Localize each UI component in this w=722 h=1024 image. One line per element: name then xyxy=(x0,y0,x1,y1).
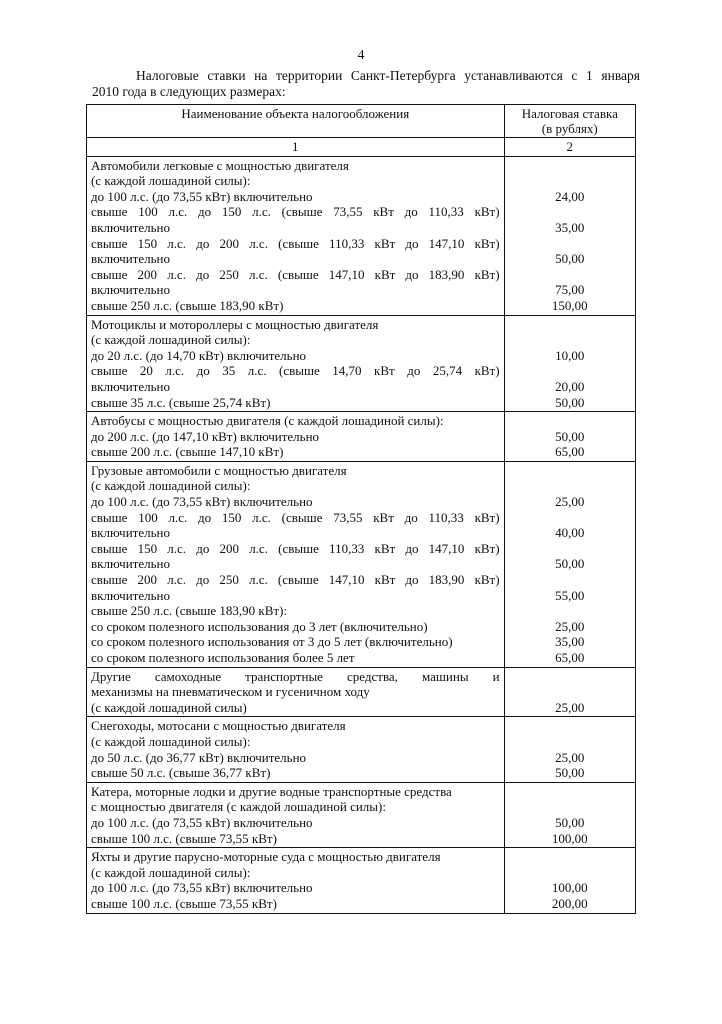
tax-rate-value: 25,00 xyxy=(555,749,585,765)
tax-object-line: Мотоциклы и мотороллеры с мощностью двигателя xyxy=(91,316,379,332)
tax-rate-value: 40,00 xyxy=(555,525,585,541)
tax-object-line: (с каждой лошадиной силы): xyxy=(91,733,251,749)
tax-rate-value: 150,00 xyxy=(551,297,588,313)
tax-object-line: Автобусы с мощностью двигателя (с каждой лошадиной силы): xyxy=(91,413,444,429)
header-tax-rate xyxy=(504,105,635,138)
tax-object-line: (с каждой лошадиной силы): xyxy=(91,173,251,189)
tax-object-line: до 200 л.с. (до 147,10 кВт) включительно xyxy=(91,428,320,444)
tax-group-rates xyxy=(504,156,635,315)
tax-rate-value: 35,00 xyxy=(555,219,585,235)
tax-rate-value xyxy=(509,463,631,479)
tax-object-line: включительно xyxy=(91,525,170,541)
tax-group-description xyxy=(87,782,505,847)
tax-rate-value: 50,00 xyxy=(555,428,585,444)
tax-object-line: свыше 20 л.с. до 35 л.с. (свыше 14,70 кВт до 25,74 кВт) xyxy=(91,363,500,379)
tax-rate-value: 65,00 xyxy=(555,650,585,665)
tax-object-line: свыше 150 л.с. до 200 л.с. (свыше 110,33 кВт до 147,10 кВт) xyxy=(91,540,500,556)
tax-object-line: механизмы на пневматическом и гусеничном ходу xyxy=(91,684,370,700)
tax-rates-table xyxy=(86,104,636,914)
tax-object-line: включительно xyxy=(91,378,170,394)
tax-group-row xyxy=(87,667,636,717)
tax-rate-value: 25,00 xyxy=(555,618,585,634)
tax-rate-value xyxy=(509,865,631,881)
column-number-2: 2 xyxy=(504,138,635,157)
tax-object-line: Яхты и другие парусно-моторные суда с мощностью двигателя xyxy=(91,849,441,865)
tax-object-line: свыше 50 л.с. (свыше 36,77 кВт) xyxy=(91,765,271,781)
tax-object-line: Другие самоходные транспортные средства, машины и xyxy=(91,668,500,684)
tax-object-line: включительно xyxy=(91,556,170,572)
tax-group-rates xyxy=(504,412,635,462)
tax-rate-value: 200,00 xyxy=(551,895,588,911)
tax-group-rates xyxy=(504,848,635,913)
tax-object-line: свыше 250 л.с. (свыше 183,90 кВт) xyxy=(91,297,284,313)
tax-rate-value: 50,00 xyxy=(555,556,585,572)
tax-object-line: Грузовые автомобили с мощностью двигателя xyxy=(91,462,347,478)
tax-object-line: со сроком полезного использования до 3 лет (включительно) xyxy=(91,618,428,634)
tax-group-row xyxy=(87,782,636,847)
tax-object-line: со сроком полезного использования более 5 лет xyxy=(91,650,355,665)
tax-rate-value: 55,00 xyxy=(555,587,585,603)
header-tax-rate-line2: (в рублях) xyxy=(541,121,598,136)
tax-rate-value xyxy=(509,799,631,815)
tax-object-line: включительно xyxy=(91,251,170,267)
tax-group-description xyxy=(87,717,505,782)
tax-rate-value xyxy=(509,718,631,734)
tax-rate-value xyxy=(509,204,631,220)
tax-object-line: свыше 200 л.с. до 250 л.с. (свыше 147,10 кВт до 183,90 кВт) xyxy=(91,572,500,588)
tax-rate-value: 20,00 xyxy=(555,378,585,394)
tax-group-description xyxy=(87,461,505,667)
tax-rate-value: 65,00 xyxy=(555,444,585,460)
tax-object-line: свыше 200 л.с. (свыше 147,10 кВт) xyxy=(91,444,284,460)
tax-group-row xyxy=(87,717,636,782)
tax-rate-value xyxy=(509,267,631,283)
tax-group-rates xyxy=(504,782,635,847)
tax-rate-value: 50,00 xyxy=(555,394,585,410)
tax-object-line: включительно xyxy=(91,587,170,603)
tax-group-rates xyxy=(504,461,635,667)
tax-rate-value xyxy=(509,669,631,685)
tax-object-line: со сроком полезного использования от 3 до 5 лет (включительно) xyxy=(91,634,453,650)
tax-object-line: включительно xyxy=(91,282,170,298)
intro-paragraph xyxy=(92,68,640,100)
page-number: 4 xyxy=(357,48,365,63)
tax-rates-body xyxy=(87,156,636,913)
tax-object-line: Автомобили легковые с мощностью двигателя xyxy=(91,157,349,173)
tax-rate-value xyxy=(509,173,631,189)
tax-object-line: (с каждой лошадиной силы): xyxy=(91,332,251,348)
tax-rate-value xyxy=(509,572,631,588)
tax-object-line: до 20 л.с. (до 14,70 кВт) включительно xyxy=(91,347,307,363)
tax-object-line: до 100 л.с. (до 73,55 кВт) включительно xyxy=(91,814,313,830)
header-row xyxy=(87,105,636,138)
tax-object-line: свыше 100 л.с. до 150 л.с. (свыше 73,55 кВт до 110,33 кВт) xyxy=(91,509,500,525)
tax-object-line: свыше 250 л.с. (свыше 183,90 кВт): xyxy=(91,603,288,619)
tax-rate-value: 10,00 xyxy=(555,347,585,363)
tax-rate-value: 25,00 xyxy=(555,494,585,510)
tax-object-line: до 100 л.с. (до 73,55 кВт) включительно xyxy=(91,494,313,510)
header-object-name: Наименование объекта налогообложения xyxy=(87,105,505,138)
tax-object-line: включительно xyxy=(91,219,170,235)
tax-object-line: свыше 35 л.с. (свыше 25,74 кВт) xyxy=(91,394,271,410)
tax-group-row xyxy=(87,412,636,462)
intro-line-2: 2010 года в следующих размерах: xyxy=(92,84,286,99)
tax-rate-value xyxy=(509,158,631,174)
tax-group-rates xyxy=(504,717,635,782)
tax-rate-value xyxy=(509,413,631,429)
tax-rate-value xyxy=(509,541,631,557)
tax-object-line: свыше 150 л.с. до 200 л.с. (свыше 110,33 кВт до 147,10 кВт) xyxy=(91,235,500,251)
tax-group-row xyxy=(87,315,636,412)
tax-group-rates xyxy=(504,667,635,717)
tax-object-line: свыше 200 л.с. до 250 л.с. (свыше 147,10 кВт до 183,90 кВт) xyxy=(91,266,500,282)
tax-object-line: свыше 100 л.с. (свыше 73,55 кВт) xyxy=(91,895,277,911)
tax-object-line: (с каждой лошадиной силы): xyxy=(91,478,251,494)
tax-group-description xyxy=(87,667,505,717)
tax-object-line: (с каждой лошадиной силы) xyxy=(91,699,247,715)
tax-rate-value xyxy=(509,849,631,865)
tax-rate-value xyxy=(509,734,631,750)
tax-rate-value: 35,00 xyxy=(555,634,585,650)
tax-object-line: до 50 л.с. (до 36,77 кВт) включительно xyxy=(91,749,307,765)
tax-rate-value: 24,00 xyxy=(555,188,585,204)
tax-rate-value xyxy=(509,603,631,619)
header-tax-rate-line1: Налоговая ставка xyxy=(521,106,618,121)
tax-group-description xyxy=(87,315,505,412)
intro-line-1: Налоговые ставки на территории Санкт-Петербурга устанавливаются с 1 января xyxy=(136,68,640,83)
tax-rate-value xyxy=(509,684,631,700)
tax-rate-value xyxy=(509,784,631,800)
tax-group-description xyxy=(87,412,505,462)
tax-rate-value xyxy=(509,332,631,348)
tax-object-line: до 100 л.с. (до 73,55 кВт) включительно xyxy=(91,880,313,896)
tax-group-description xyxy=(87,156,505,315)
tax-rate-value: 100,00 xyxy=(551,880,588,896)
tax-object-line: (с каждой лошадиной силы): xyxy=(91,864,251,880)
tax-object-line: Катера, моторные лодки и другие водные транспортные средства xyxy=(91,783,452,799)
tax-rate-value xyxy=(509,317,631,333)
tax-object-line: до 100 л.с. (до 73,55 кВт) включительно xyxy=(91,188,313,204)
tax-group-row xyxy=(87,848,636,913)
tax-group-row xyxy=(87,461,636,667)
tax-rate-value xyxy=(509,478,631,494)
tax-group-row xyxy=(87,156,636,315)
tax-rate-value: 25,00 xyxy=(555,699,585,715)
tax-object-line: Снегоходы, мотосани с мощностью двигателя xyxy=(91,718,346,734)
tax-group-description xyxy=(87,848,505,913)
tax-rate-value: 50,00 xyxy=(555,251,585,267)
tax-rate-value xyxy=(509,510,631,526)
tax-object-line: с мощностью двигателя (с каждой лошадиной силы): xyxy=(91,799,386,815)
tax-rate-value xyxy=(509,363,631,379)
tax-rate-value: 75,00 xyxy=(555,282,585,298)
tax-group-rates xyxy=(504,315,635,412)
column-number-row xyxy=(87,138,636,157)
tax-rate-value: 50,00 xyxy=(555,814,585,830)
tax-object-line: свыше 100 л.с. (свыше 73,55 кВт) xyxy=(91,830,277,846)
tax-rate-value: 50,00 xyxy=(555,765,585,781)
tax-object-line: свыше 100 л.с. до 150 л.с. (свыше 73,55 кВт до 110,33 кВт) xyxy=(91,204,500,220)
tax-rate-value xyxy=(509,236,631,252)
column-number-1: 1 xyxy=(87,138,505,157)
tax-rate-value: 100,00 xyxy=(551,830,588,846)
